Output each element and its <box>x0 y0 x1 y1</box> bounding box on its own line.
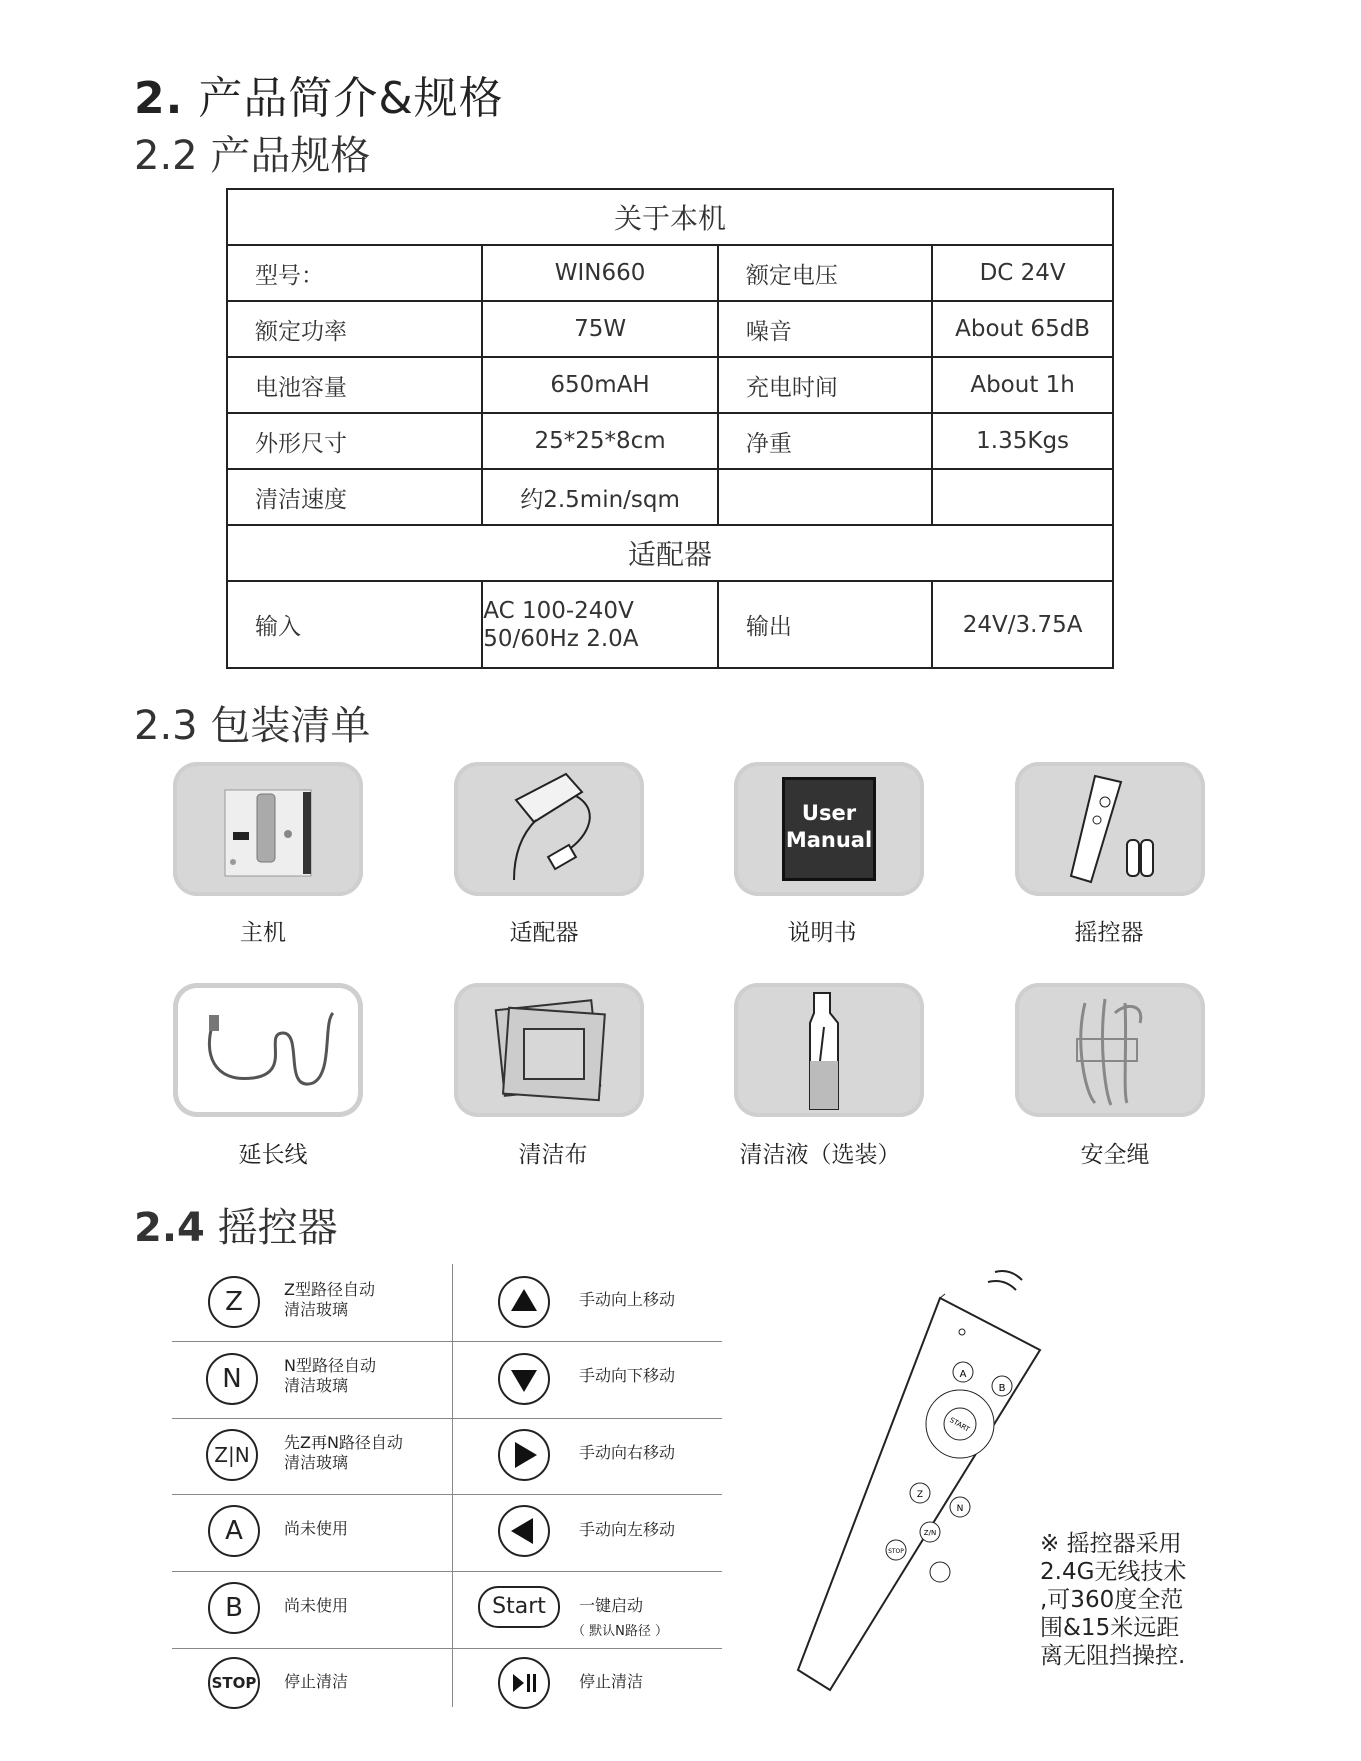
spec-value: DC 24V <box>932 245 1113 301</box>
row-divider <box>172 1418 722 1419</box>
package-cleaning-liquid <box>734 983 924 1117</box>
package-safety-rope <box>1015 983 1205 1117</box>
spec-label: 电池容量 <box>227 357 482 413</box>
adapter-input-value: AC 100-240V 50/60Hz 2.0A <box>482 581 718 668</box>
start-subdescription: （ 默认N路径 ） <box>572 1624 668 1639</box>
spec-value: 25*25*8cm <box>482 413 718 469</box>
a-button-description: 尚未使用 <box>284 1519 349 1538</box>
spec-header-main: 关于本机 <box>227 189 1113 245</box>
remote-table-divider <box>452 1264 453 1707</box>
stop-button-description: 停止清洁 <box>284 1672 349 1691</box>
remote-label-zn: Z/N <box>923 1529 937 1537</box>
spec-value: 1.35Kgs <box>932 413 1113 469</box>
down-description: 手动向下移动 <box>579 1366 676 1385</box>
package-label: 延长线 <box>238 1142 308 1168</box>
spec-value: About 1h <box>932 357 1113 413</box>
adapter-output-value: 24V/3.75A <box>932 581 1113 668</box>
signal-wave-icon <box>988 1281 1016 1290</box>
a-button-icon: A <box>208 1505 260 1557</box>
remote-label-b: B <box>998 1383 1006 1394</box>
left-arrow-icon <box>498 1505 550 1557</box>
remote-label-z: Z <box>916 1490 924 1500</box>
package-manual <box>734 762 924 896</box>
remote-drawing <box>780 1260 1060 1700</box>
z-button-description: Z型路径自动 清洁玻璃 <box>284 1280 375 1319</box>
package-heading: 2.3 包装清单 <box>134 703 371 749</box>
remote-note: ※ 摇控器采用 2.4G无线技术 ,可360度全范 围&15米远距 离无阻挡操控. <box>1040 1531 1187 1669</box>
page-title: 2. 产品简介&规格 <box>134 73 504 124</box>
spec-value <box>932 469 1113 525</box>
package-label: 安全绳 <box>1080 1142 1150 1168</box>
package-label: 清洁液（选装） <box>739 1142 901 1168</box>
package-label: 摇控器 <box>1074 920 1144 946</box>
row-divider <box>172 1648 722 1649</box>
spec-label: 额定功率 <box>227 301 482 357</box>
left-description: 手动向左移动 <box>579 1520 676 1539</box>
row-divider <box>172 1341 722 1342</box>
package-remote <box>1015 762 1205 896</box>
spec-header-adapter: 适配器 <box>227 525 1113 581</box>
stop-button-icon: STOP <box>208 1657 260 1709</box>
package-label: 适配器 <box>509 920 579 946</box>
remote-label-n: N <box>956 1504 964 1514</box>
b-button-icon: B <box>208 1582 260 1634</box>
manual-book-icon: User Manual <box>782 777 876 881</box>
right-arrow-icon <box>498 1429 550 1481</box>
package-cleaning-cloth <box>454 983 644 1117</box>
spec-label <box>718 469 932 525</box>
n-button-icon: N <box>206 1353 258 1405</box>
n-button-description: N型路径自动 清洁玻璃 <box>284 1356 376 1395</box>
play-pause-icon <box>498 1657 550 1709</box>
down-arrow-icon <box>498 1353 550 1405</box>
spec-value: 约2.5min/sqm <box>482 469 718 525</box>
spec-table <box>226 188 1114 669</box>
zn-button-description: 先Z再N路径自动 清洁玻璃 <box>284 1433 403 1472</box>
spec-value: WIN660 <box>482 245 718 301</box>
spec-label: 外形尺寸 <box>227 413 482 469</box>
start-description: 一键启动 <box>579 1596 644 1615</box>
cable-icon <box>173 983 363 1117</box>
spec-label: 型号： <box>227 245 482 301</box>
package-main-unit <box>173 762 363 896</box>
right-description: 手动向右移动 <box>579 1443 676 1462</box>
spec-value: 75W <box>482 301 718 357</box>
up-description: 手动向上移动 <box>579 1290 676 1309</box>
adapter-icon <box>454 762 644 896</box>
package-label: 清洁布 <box>518 1142 588 1168</box>
spec-label: 充电时间 <box>718 357 932 413</box>
spec-heading: 2.2 产品规格 <box>134 133 371 179</box>
start-button-icon: Start <box>478 1586 560 1628</box>
pause-description: 停止清洁 <box>579 1672 644 1691</box>
remote-label-stop: STOP <box>888 1548 904 1555</box>
row-divider <box>172 1571 722 1572</box>
remote-label-start: START <box>948 1415 971 1434</box>
z-button-icon: Z <box>208 1276 260 1328</box>
remote-heading: 2.4 摇控器 <box>134 1205 338 1251</box>
package-label: 说明书 <box>787 920 857 946</box>
remote-control-icon <box>1015 762 1205 896</box>
adapter-output-label: 输出 <box>718 581 932 668</box>
adapter-input-label: 输入 <box>227 581 482 668</box>
spec-label: 噪音 <box>718 301 932 357</box>
row-divider <box>172 1494 722 1495</box>
package-label: 主机 <box>240 920 286 946</box>
spray-bottle-icon <box>734 983 924 1117</box>
zn-button-icon: Z|N <box>206 1429 258 1481</box>
signal-wave-icon <box>995 1271 1022 1280</box>
up-arrow-icon <box>498 1276 550 1328</box>
rope-icon <box>1015 983 1205 1117</box>
spec-label: 清洁速度 <box>227 469 482 525</box>
package-extension-cord <box>173 983 363 1117</box>
cloth-icon <box>454 983 644 1117</box>
robot-icon <box>173 762 363 896</box>
spec-value: 650mAH <box>482 357 718 413</box>
spec-value: About 65dB <box>932 301 1113 357</box>
package-adapter <box>454 762 644 896</box>
remote-label-a: A <box>959 1369 967 1380</box>
spec-label: 额定电压 <box>718 245 932 301</box>
spec-label: 净重 <box>718 413 932 469</box>
b-button-description: 尚未使用 <box>284 1596 349 1615</box>
